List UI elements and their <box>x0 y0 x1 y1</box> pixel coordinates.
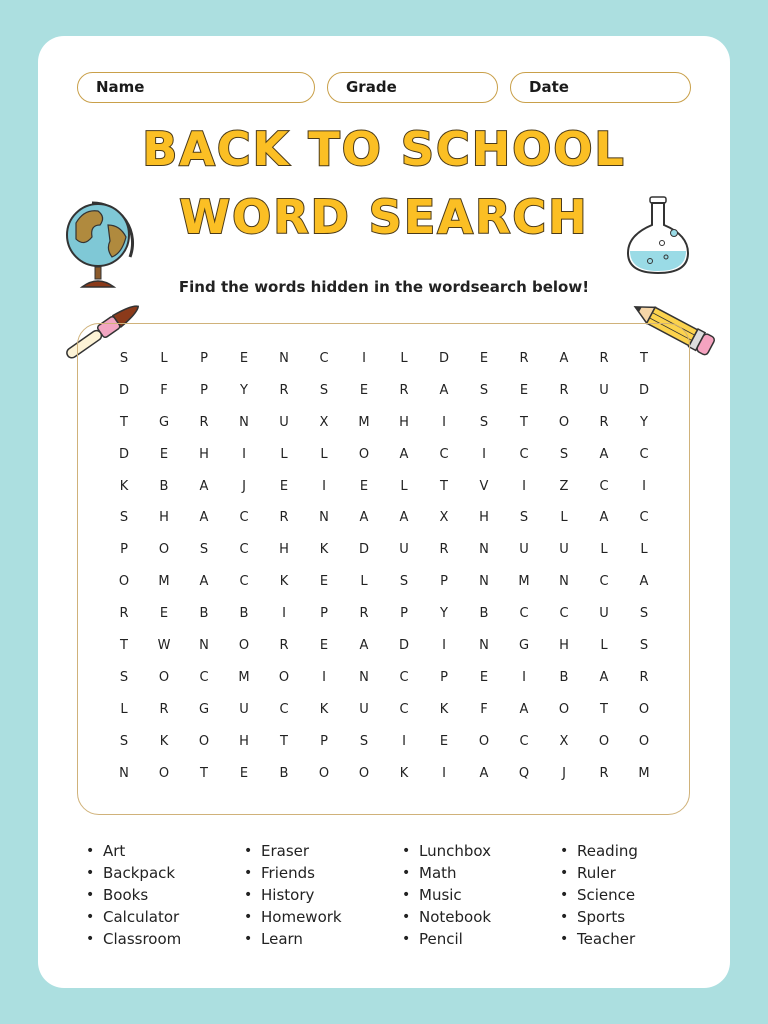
grid-cell[interactable]: P <box>120 542 128 558</box>
grid-cell[interactable]: L <box>400 478 408 494</box>
bullet-icon: • <box>560 931 569 947</box>
grid-cell[interactable]: R <box>399 382 409 398</box>
bullet-icon: • <box>86 865 95 881</box>
grid-cell[interactable]: C <box>399 669 409 685</box>
flask-icon <box>622 195 694 279</box>
grid-cell[interactable]: D <box>118 382 129 398</box>
word-list-item <box>402 884 560 906</box>
grid-cell[interactable]: I <box>522 669 526 685</box>
bullet-icon: • <box>86 843 95 859</box>
grid-cell[interactable]: R <box>599 414 609 430</box>
bullet-icon: • <box>402 887 411 903</box>
word-label: Pencil <box>419 930 463 948</box>
grid-cell[interactable]: O <box>638 701 650 717</box>
grid-cell[interactable]: O <box>158 669 170 685</box>
word-list-item <box>560 884 718 906</box>
grid-cell[interactable]: E <box>479 669 489 685</box>
grid-cell[interactable]: H <box>279 542 289 558</box>
grade-label: Grade <box>346 78 397 96</box>
word-list-item <box>402 906 560 928</box>
grid-cell[interactable]: O <box>198 733 210 749</box>
word-label: Reading <box>577 842 638 860</box>
grid-cell[interactable]: E <box>239 765 249 781</box>
grid-cell[interactable]: L <box>560 510 568 526</box>
grid-cell[interactable]: B <box>199 606 209 622</box>
grid-cell[interactable]: Q <box>518 765 530 781</box>
grid-cell[interactable]: O <box>158 542 170 558</box>
word-list-item <box>560 862 718 884</box>
word-list-item <box>86 906 244 928</box>
word-label: Friends <box>261 864 315 882</box>
grid-cell[interactable]: T <box>120 414 128 430</box>
word-label: Lunchbox <box>419 842 491 860</box>
grid-cell[interactable]: K <box>319 542 329 558</box>
grid-cell[interactable]: S <box>639 606 649 622</box>
grid-cell[interactable]: D <box>638 382 649 398</box>
grid-cell[interactable]: U <box>599 382 609 398</box>
grid-cell[interactable]: H <box>159 510 169 526</box>
word-label: Science <box>577 886 636 904</box>
grid-cell[interactable]: H <box>479 510 489 526</box>
grid-cell[interactable]: P <box>320 733 328 749</box>
grid-cell[interactable]: M <box>518 574 530 590</box>
grid-cell[interactable]: I <box>322 478 326 494</box>
grid-cell[interactable]: R <box>519 351 529 366</box>
grid-cell[interactable]: A <box>599 669 609 685</box>
grid-cell[interactable]: E <box>319 638 329 654</box>
grid-cell[interactable]: T <box>280 733 288 749</box>
grid-cell[interactable]: L <box>280 446 288 462</box>
word-list-item <box>560 906 718 928</box>
word-list <box>86 840 726 950</box>
grid-cell[interactable]: C <box>639 510 649 526</box>
grid-cell[interactable]: R <box>279 382 289 398</box>
grid-cell[interactable]: S <box>119 669 129 685</box>
grid-cell[interactable]: O <box>158 765 170 781</box>
grid-cell[interactable]: E <box>359 478 369 494</box>
bullet-icon: • <box>560 909 569 925</box>
word-label: Eraser <box>261 842 310 860</box>
grid-cell[interactable]: P <box>440 669 448 685</box>
grid-cell[interactable]: I <box>242 446 246 462</box>
grid-cell[interactable]: D <box>118 446 129 462</box>
word-label: Books <box>103 886 149 904</box>
grid-cell[interactable]: N <box>479 542 489 558</box>
grid-cell[interactable]: R <box>359 606 369 622</box>
grid-cell[interactable]: S <box>359 733 369 749</box>
grid-cell[interactable]: A <box>399 446 409 462</box>
bullet-icon: • <box>244 887 253 903</box>
bullet-icon: • <box>244 931 253 947</box>
grid-cell[interactable]: K <box>319 701 329 717</box>
grid-cell[interactable]: W <box>157 638 171 654</box>
grid-cell[interactable]: N <box>359 669 369 685</box>
grid-cell[interactable]: E <box>439 733 449 749</box>
grid-cell[interactable]: K <box>279 574 289 590</box>
word-list-item <box>402 862 560 884</box>
grid-cell[interactable]: K <box>119 478 129 494</box>
grid-cell[interactable]: E <box>159 446 169 462</box>
grid-cell[interactable]: L <box>640 542 648 558</box>
grid-cell[interactable]: J <box>562 765 566 781</box>
grid-cell[interactable]: I <box>522 478 526 494</box>
grid-cell[interactable]: X <box>319 414 329 430</box>
grid-cell[interactable]: A <box>199 574 209 590</box>
word-label: History <box>261 886 315 904</box>
grid-cell[interactable]: C <box>279 701 289 717</box>
grid-cell[interactable]: O <box>358 765 370 781</box>
grid-cell[interactable]: V <box>479 478 489 494</box>
grid-cell[interactable]: R <box>119 606 129 622</box>
grid-cell[interactable]: T <box>200 765 208 781</box>
word-list-item <box>86 928 244 950</box>
grid-cell[interactable]: H <box>559 638 569 654</box>
word-label: Learn <box>261 930 303 948</box>
grid-cell[interactable]: N <box>479 638 489 654</box>
grid-cell[interactable]: B <box>559 669 569 685</box>
grid-cell[interactable]: T <box>600 701 608 717</box>
grid-cell[interactable]: S <box>479 382 489 398</box>
word-list-item <box>86 862 244 884</box>
grid-cell[interactable]: A <box>199 510 209 526</box>
grid-cell[interactable]: E <box>359 382 369 398</box>
grid-cell[interactable]: F <box>160 382 168 398</box>
grid-cell[interactable]: K <box>399 765 409 781</box>
grid-cell[interactable]: A <box>399 510 409 526</box>
grid-cell[interactable]: N <box>479 574 489 590</box>
grid-cell[interactable]: R <box>199 414 209 430</box>
word-label: Homework <box>261 908 342 926</box>
grid-cell[interactable]: R <box>279 510 289 526</box>
grid-cell[interactable]: N <box>119 765 129 781</box>
name-field[interactable] <box>77 72 315 103</box>
word-label: Ruler <box>577 864 616 882</box>
grid-cell[interactable]: L <box>120 701 128 717</box>
grid-cell[interactable]: S <box>559 446 569 462</box>
word-list-item <box>244 928 402 950</box>
grade-field[interactable] <box>327 72 498 103</box>
word-label: Backpack <box>103 864 176 882</box>
grid-cell[interactable]: M <box>158 574 170 590</box>
grid-cell[interactable]: P <box>200 382 208 398</box>
grid-cell[interactable]: S <box>119 733 129 749</box>
bullet-icon: • <box>402 843 411 859</box>
grid-cell[interactable]: B <box>159 478 169 494</box>
bullet-icon: • <box>560 843 569 859</box>
grid-cell[interactable]: L <box>160 351 168 366</box>
grid-cell[interactable]: C <box>239 510 249 526</box>
grid-cell[interactable]: G <box>198 701 210 717</box>
title-line-2: WORD SEARCH <box>179 190 589 244</box>
wordsearch-grid <box>104 343 664 789</box>
grid-cell[interactable]: C <box>519 446 529 462</box>
bullet-icon: • <box>402 865 411 881</box>
date-label: Date <box>529 78 569 96</box>
bullet-icon: • <box>244 865 253 881</box>
bullet-icon: • <box>86 887 95 903</box>
grid-cell[interactable]: D <box>398 638 409 654</box>
grid-cell[interactable]: S <box>639 638 649 654</box>
grid-cell[interactable]: S <box>319 382 329 398</box>
grid-cell[interactable]: C <box>599 478 609 494</box>
grid-cell[interactable]: E <box>479 351 489 366</box>
grid-cell[interactable]: I <box>282 606 286 622</box>
grid-cell[interactable]: U <box>359 701 369 717</box>
word-list-item <box>560 928 718 950</box>
grid-cell[interactable]: S <box>119 510 129 526</box>
grid-cell[interactable]: C <box>559 606 569 622</box>
grid-cell[interactable]: U <box>239 701 249 717</box>
grid-cell[interactable]: B <box>479 606 489 622</box>
grid-cell[interactable]: A <box>599 446 609 462</box>
grid-cell[interactable]: R <box>279 638 289 654</box>
grid-cell[interactable]: S <box>519 510 529 526</box>
bullet-icon: • <box>560 865 569 881</box>
word-label: Teacher <box>577 930 636 948</box>
grid-cell[interactable]: L <box>400 351 408 366</box>
grid-cell[interactable]: U <box>399 542 409 558</box>
word-label: Music <box>419 886 462 904</box>
bullet-icon: • <box>86 931 95 947</box>
grid-cell[interactable]: H <box>239 733 249 749</box>
grid-cell[interactable]: Y <box>240 382 248 398</box>
grid-cell[interactable]: R <box>559 382 569 398</box>
grid-cell[interactable]: C <box>519 733 529 749</box>
grid-cell[interactable]: O <box>278 669 290 685</box>
grid-cell[interactable]: C <box>399 701 409 717</box>
bullet-icon: • <box>560 887 569 903</box>
grid-cell[interactable]: U <box>279 414 289 430</box>
grid-cell[interactable]: Y <box>640 414 648 430</box>
grid-cell[interactable]: K <box>439 701 449 717</box>
grid-cell[interactable]: A <box>359 638 369 654</box>
grid-cell[interactable]: I <box>442 765 446 781</box>
grid-cell[interactable]: O <box>238 638 250 654</box>
word-label: Notebook <box>419 908 492 926</box>
word-list-item <box>86 840 244 862</box>
grid-cell[interactable]: I <box>362 351 366 366</box>
grid-cell[interactable]: S <box>479 414 489 430</box>
grid-cell[interactable]: T <box>120 638 128 654</box>
word-list-item <box>244 884 402 906</box>
word-list-item <box>402 840 560 862</box>
grid-cell[interactable]: C <box>199 669 209 685</box>
grid-cell[interactable]: N <box>239 414 249 430</box>
grid-cell[interactable]: A <box>479 765 489 781</box>
grid-cell[interactable]: O <box>558 414 570 430</box>
grid-cell[interactable]: O <box>478 733 490 749</box>
bullet-icon: • <box>244 843 253 859</box>
grid-cell[interactable]: A <box>359 510 369 526</box>
grid-cell[interactable]: E <box>519 382 529 398</box>
grid-cell[interactable]: U <box>599 606 609 622</box>
name-label: Name <box>96 78 145 96</box>
grid-cell[interactable]: A <box>599 510 609 526</box>
grid-cell[interactable]: N <box>199 638 209 654</box>
word-list-item <box>86 884 244 906</box>
grid-cell[interactable]: S <box>399 574 409 590</box>
grid-cell[interactable]: E <box>159 606 169 622</box>
bullet-icon: • <box>402 909 411 925</box>
grid-cell[interactable]: E <box>239 351 249 366</box>
grid-cell[interactable]: G <box>518 638 530 654</box>
grid-cell[interactable]: B <box>239 606 249 622</box>
grid-cell[interactable]: I <box>482 446 486 462</box>
grid-cell[interactable]: A <box>639 574 649 590</box>
grid-cell[interactable]: A <box>559 351 569 366</box>
grid-cell[interactable]: R <box>599 765 609 781</box>
grid-cell[interactable]: T <box>640 351 648 366</box>
grid-cell[interactable]: I <box>402 733 406 749</box>
grid-cell[interactable]: I <box>442 638 446 654</box>
word-label: Math <box>419 864 457 882</box>
grid-cell[interactable]: O <box>598 733 610 749</box>
title-line-1: BACK TO SCHOOL <box>142 122 626 176</box>
grid-cell[interactable]: K <box>159 733 169 749</box>
grid-cell[interactable]: P <box>200 351 208 366</box>
bullet-icon: • <box>244 909 253 925</box>
grid-cell[interactable]: X <box>439 510 449 526</box>
grid-cell[interactable]: G <box>158 414 170 430</box>
word-label: Art <box>103 842 126 860</box>
grid-cell[interactable]: P <box>320 606 328 622</box>
grid-cell[interactable]: H <box>199 446 209 462</box>
grid-cell[interactable]: Y <box>440 606 448 622</box>
word-list-item <box>244 906 402 928</box>
grid-cell[interactable]: O <box>638 733 650 749</box>
grid-cell[interactable]: L <box>600 638 608 654</box>
grid-cell[interactable]: A <box>519 701 529 717</box>
grid-cell[interactable]: O <box>358 446 370 462</box>
grid-cell[interactable]: I <box>442 414 446 430</box>
word-list-item <box>402 928 560 950</box>
grid-cell[interactable]: R <box>639 669 649 685</box>
grid-cell[interactable]: N <box>279 351 289 366</box>
grid-cell[interactable]: A <box>439 382 449 398</box>
grid-cell[interactable]: S <box>119 351 129 366</box>
word-label: Calculator <box>103 908 180 926</box>
grid-cell[interactable]: N <box>559 574 569 590</box>
grid-cell[interactable]: U <box>519 542 529 558</box>
grid-cell[interactable]: U <box>559 542 569 558</box>
grid-cell[interactable]: C <box>239 574 249 590</box>
grid-cell[interactable]: R <box>439 542 449 558</box>
grid-cell[interactable]: N <box>319 510 329 526</box>
grid-cell[interactable]: C <box>439 446 449 462</box>
grid-cell[interactable]: Z <box>559 478 569 494</box>
grid-cell[interactable]: C <box>239 542 249 558</box>
word-list-item <box>560 840 718 862</box>
grid-cell[interactable]: L <box>320 446 328 462</box>
grid-cell[interactable]: B <box>279 765 289 781</box>
grid-cell[interactable]: H <box>399 414 409 430</box>
instructions: Find the words hidden in the wordsearch below! <box>178 278 590 296</box>
word-list-item <box>244 862 402 884</box>
grid-cell[interactable]: R <box>159 701 169 717</box>
grid-cell[interactable]: E <box>319 574 329 590</box>
grid-cell[interactable]: O <box>118 574 130 590</box>
grid-cell[interactable]: E <box>279 478 289 494</box>
grid-cell[interactable]: R <box>599 351 609 366</box>
grid-cell[interactable]: J <box>242 478 246 494</box>
word-list-item <box>244 840 402 862</box>
date-field[interactable] <box>510 72 691 103</box>
grid-cell[interactable]: P <box>440 574 448 590</box>
word-label: Classroom <box>103 930 182 948</box>
grid-cell[interactable]: C <box>639 446 649 462</box>
bullet-icon: • <box>86 909 95 925</box>
grid-cell[interactable]: M <box>358 414 370 430</box>
grid-cell[interactable]: T <box>440 478 448 494</box>
grid-cell[interactable]: O <box>318 765 330 781</box>
grid-cell[interactable]: L <box>360 574 368 590</box>
grid-cell[interactable]: F <box>480 701 488 717</box>
grid-cell[interactable]: O <box>558 701 570 717</box>
grid-cell[interactable]: C <box>519 606 529 622</box>
grid-cell[interactable]: M <box>238 669 250 685</box>
grid-cell[interactable]: D <box>358 542 369 558</box>
grid-cell[interactable]: C <box>599 574 609 590</box>
grid-cell[interactable]: L <box>600 542 608 558</box>
grid-cell[interactable]: M <box>638 765 650 781</box>
grid-cell[interactable]: T <box>520 414 528 430</box>
grid-cell[interactable]: C <box>319 351 329 366</box>
grid-cell[interactable]: X <box>559 733 569 749</box>
grid-cell[interactable]: D <box>438 351 449 366</box>
grid-cell[interactable]: S <box>199 542 209 558</box>
grid-cell[interactable]: P <box>400 606 408 622</box>
word-label: Sports <box>577 908 626 926</box>
grid-cell[interactable]: I <box>322 669 326 685</box>
grid-cell[interactable]: A <box>199 478 209 494</box>
grid-cell[interactable]: I <box>642 478 646 494</box>
bullet-icon: • <box>402 931 411 947</box>
